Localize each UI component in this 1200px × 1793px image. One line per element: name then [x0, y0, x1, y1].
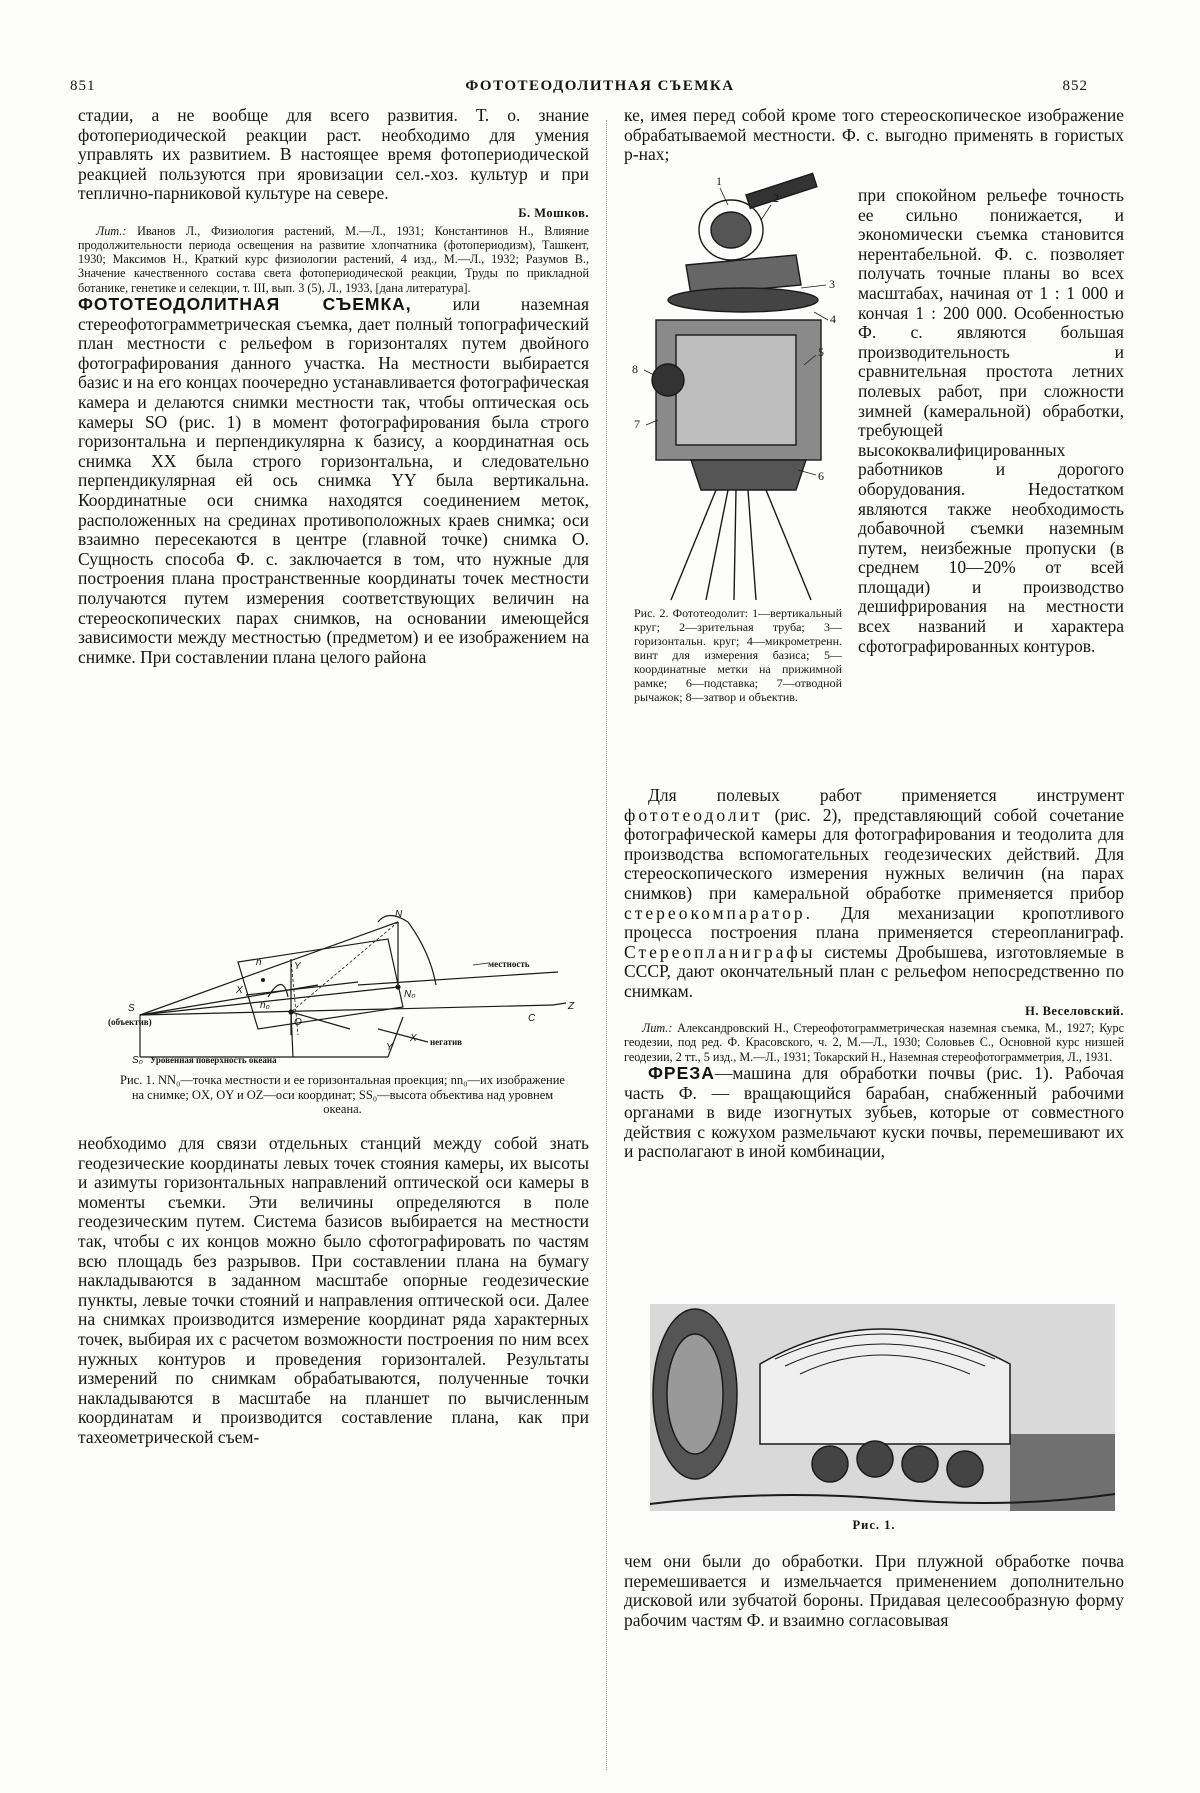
- term-stereoplanigraph: Стереопланиграфы: [624, 941, 816, 962]
- paragraph-continuation: необходимо для связи отдельных станций между собой знать геодезические координаты левых точек стояния камеры, их высоты и азимуты горизонтальных направлений оптической оси камеры в моменты съемки. Эти величины определяются в поле геодезическим путем. Система базисов выбирается на местности так, чтобы с их концов можно было сфотографировать по частям всю площадь без разрывов. При составлении плана на бумагу накладываются в заданном масштабе опорные геодезические пункты, левые точки стояний и направления оптической оси. Далее на снимках производится измерение координат ряда характерных точек, выбирая их с расчетом возможности построения по ним всех нужных контуров и проведения горизонталей. Результаты измерений по снимкам обрабатываются, полученные точки накладываются в масштабе на планшет по вычисленным координатам и производится составление плана, как при тахеометрической съем-: [78, 1133, 589, 1447]
- label-level-surface: Уровенная поверхность океана: [150, 1055, 277, 1065]
- label-N0: N₀: [404, 989, 416, 1000]
- author-signature-2: Н. Веселовский.: [1025, 1003, 1124, 1018]
- literature-text-2: Александровский Н., Стереофотограмметрическая наземная съемка, М., 1927; Курс геодезии, под ред. Ф. Красовского, ч. 2, М.—Л., 1930; Соловьев С., Основной курс низшей геодезии, 2 тт., 5 изд., М.—Л., 1931; Токарский Н., Наземная стереофотограмметрия, Л., 1931.: [624, 1021, 1124, 1064]
- literature-label-2: Лит.:: [642, 1021, 673, 1036]
- literature-label: Лит.:: [96, 223, 127, 238]
- label-negative: негатив: [430, 1037, 463, 1047]
- label-n: n: [256, 957, 262, 968]
- article-text: или наземная стереофотограмметрическая съемка, дает полный топографический план местности с рельефом в горизонталях путем двойного фотографирования данного участка. На местности выбирается базис и на его концах поочередно устанавливается фотографическая камера и делаются снимки местности так, чтобы оптическая ось камеры SO (рис. 1) в момент фотографирования была строго горизонтальна и перпендикулярна к базису, а координатная ось снимка XX была строго горизонтальна, и следовательно перпендикулярная ей ось снимка YY была вертикальна. Координатные оси снимка находятся соединением меток, расположенных на срединах противоположных краев снимка; оси взаимно пересекаются в центре (главной точке) снимка O. Сущность способа Ф. с. заключается в том, что нужные для построения плана пространственные координаты точек местности получаются путем измерения соответствующих величин на стереоскопических парах снимков, на основании имеющейся зависимости между местностью (предметом) и ее изображением на снимке. При составлении плана целого района: [78, 294, 589, 667]
- instruments-text-c: Для механизации кропотливого процесса построения плана применяется стереопланиграф.: [624, 902, 1124, 943]
- figure-1-diagram: [88, 909, 588, 1066]
- callout-3: 3: [829, 277, 835, 291]
- instruments-text-a: Для полевых работ применяется инструмент: [648, 785, 1124, 805]
- author-signature: Б. Мошков.: [518, 205, 589, 220]
- label-X: X: [236, 985, 243, 996]
- paragraph-photoperiod: [78, 106, 589, 224]
- left-column-upper: [78, 106, 589, 667]
- figure-freza-caption-box: [624, 1518, 1124, 1533]
- instruments-text-b: (рис. 2), представляющий собой сочетание фотографической камеры для фотографирования и теодолита для производства вспомогательных геодезических действий. Для стереоскопического измерения нужных величин (на парах снимков) при камеральной обработке применяется прибор: [624, 804, 1124, 903]
- headword: ФОТОТЕОДОЛИТНАЯ СЪЕМКА,: [78, 294, 412, 315]
- callout-5: 5: [818, 345, 824, 359]
- phototheodolite-drawing: [616, 170, 851, 600]
- figure-1-caption-box: [115, 1073, 570, 1117]
- column-divider: [606, 120, 607, 1770]
- figure-1-caption: Рис. 1. NN₀—точка местности и ее горизонтальная проекция; nn₀—их изображение на снимке; OX, OY и OZ—оси координат; SS₀—высота объектива над уровнем океана.: [120, 1073, 565, 1116]
- label-objective: (объектив): [108, 1017, 152, 1027]
- article-freza: [624, 1064, 1124, 1162]
- term-stereocomparator: стереокомпаратор.: [624, 902, 814, 923]
- instruments-text-d: системы Дробышева, изготовляемые в СССР, дают окончательный план с рельефом непосредственно по снимкам.: [624, 941, 1124, 1001]
- figure-2-phototheodolite: [616, 170, 851, 600]
- headword-freza: ФРЕЗА: [648, 1063, 715, 1084]
- callout-7: 7: [634, 417, 640, 431]
- right-column-bottom: [624, 1552, 1124, 1630]
- figure-freza-caption: Рис. 1.: [852, 1518, 896, 1532]
- label-S0: S₀: [132, 1055, 143, 1066]
- article-phototheodolite: [78, 295, 589, 667]
- paragraph-beside-figure: при спокойном рельефе точность ее сильно понижается, и экономически съемка становится нерентабельной. Ф. с. позволяет получать точные планы во всех масштабах, начиная от 1 : 1 000 и кончая 1 : 200 000. Особенностью Ф. с. являются большая производительность и сравнительная простота летних полевых работ, при сложности зимней (камеральной) обработки, требующей высококвалифицированных работников и дорогого оборудования. Недостатком являются также необходимость добавочной съемки наземным путем, неизбежные пропуски (в среднем 10—20% от всей площади) и производство дешифрирования на местности всех названий и характера сфотографированных контуров.: [858, 185, 1124, 656]
- label-Y2: Y: [386, 1042, 393, 1053]
- callout-8: 8: [632, 362, 638, 376]
- label-terrain: местность: [488, 959, 530, 969]
- page-number-right: 852: [1062, 78, 1088, 94]
- label-Y: Y: [294, 961, 301, 972]
- label-S: S: [128, 1003, 135, 1014]
- label-X2: X: [410, 1033, 417, 1044]
- freza-drawing: [650, 1304, 1115, 1511]
- label-N: N: [395, 909, 403, 920]
- paragraph-text: стадии, а не вообще для всего развития. Т. о. знание фотопериодической реакции раст. необходимо для умения управлять их развитием. В настоящее время фотопериодической реакцией пользуются при яровизации сел.-хоз. культур и при теплично-парниковой культуре на севере.: [78, 105, 589, 204]
- paragraph-right-top: ке, имея перед собой кроме того стереоскопическое изображение обрабатываемой местности. Ф. с. выгодно применять в гористых р-нах;: [624, 105, 1124, 165]
- label-O: O: [294, 1017, 302, 1028]
- right-column-side: [858, 186, 1124, 656]
- label-C: C: [528, 1013, 536, 1024]
- figure-2-caption: Рис. 2. Фототеодолит: 1—вертикальный круг; 2—зрительная труба; 3—горизонтальн. круг; 4—микрометренн. винт для измерения базиса; 5—координатные метки на прижимной рамке; 6—подставка; 7—отводной рычажок; 8—затвор и объектив.: [634, 606, 842, 704]
- perspective-diagram: [88, 909, 588, 1066]
- literature-block: [78, 224, 589, 295]
- figure-freza-machine: [650, 1304, 1115, 1511]
- label-n0: n₀: [260, 1000, 270, 1011]
- figure-2-caption-box: [634, 606, 842, 704]
- page-number-left: 851: [70, 78, 96, 94]
- literature-text: Иванов Л., Физиология растений, М.—Л., 1931; Константинов Н., Влияние продолжительности периода освещения на развитие хлопчатника (фотопериодизм), Ташкент, 1930; Максимов Н., Краткий курс физиологии растений, 4 изд., М.—Л., 1932; Разумов В., Значение качественного состава света фотопериодической реакции, Труды по прикладной ботанике, генетике и селекции, т. III, вып. 3 (5), Л., 1933, [дана литература].: [78, 223, 589, 295]
- paragraph-instruments: [624, 786, 1124, 1021]
- right-column-middle: [624, 786, 1124, 1162]
- callout-4: 4: [830, 312, 836, 326]
- callout-6: 6: [818, 469, 824, 483]
- literature-block-2: [624, 1021, 1124, 1064]
- freza-text: —машина для обработки почвы (рис. 1). Рабочая часть Ф. — вращающийся барабан, снабженный рабочими органами в виде изогнутых зубьев, которые от совместного действия с кожухом размельчают куски почвы, перемешивают их и располагают в иной комбинации,: [624, 1063, 1124, 1162]
- term-phototheodolite: фототеодолит: [624, 804, 763, 825]
- callout-2: 2: [773, 191, 779, 205]
- label-Z: Z: [568, 1001, 575, 1012]
- running-title: ФОТОТЕОДОЛИТНАЯ СЪЕМКА: [465, 78, 735, 94]
- right-column-top: [624, 106, 1124, 165]
- paragraph-freza-continuation: чем они были до обработки. При плужной обработке почва перемешивается и измельчается применением дополнительно дисковой или зубчатой бороны. Придавая целесообразную форму рабочим частям Ф. и взаимно согласовывая: [624, 1551, 1124, 1630]
- left-column-lower: [78, 1134, 589, 1448]
- callout-1: 1: [716, 174, 722, 188]
